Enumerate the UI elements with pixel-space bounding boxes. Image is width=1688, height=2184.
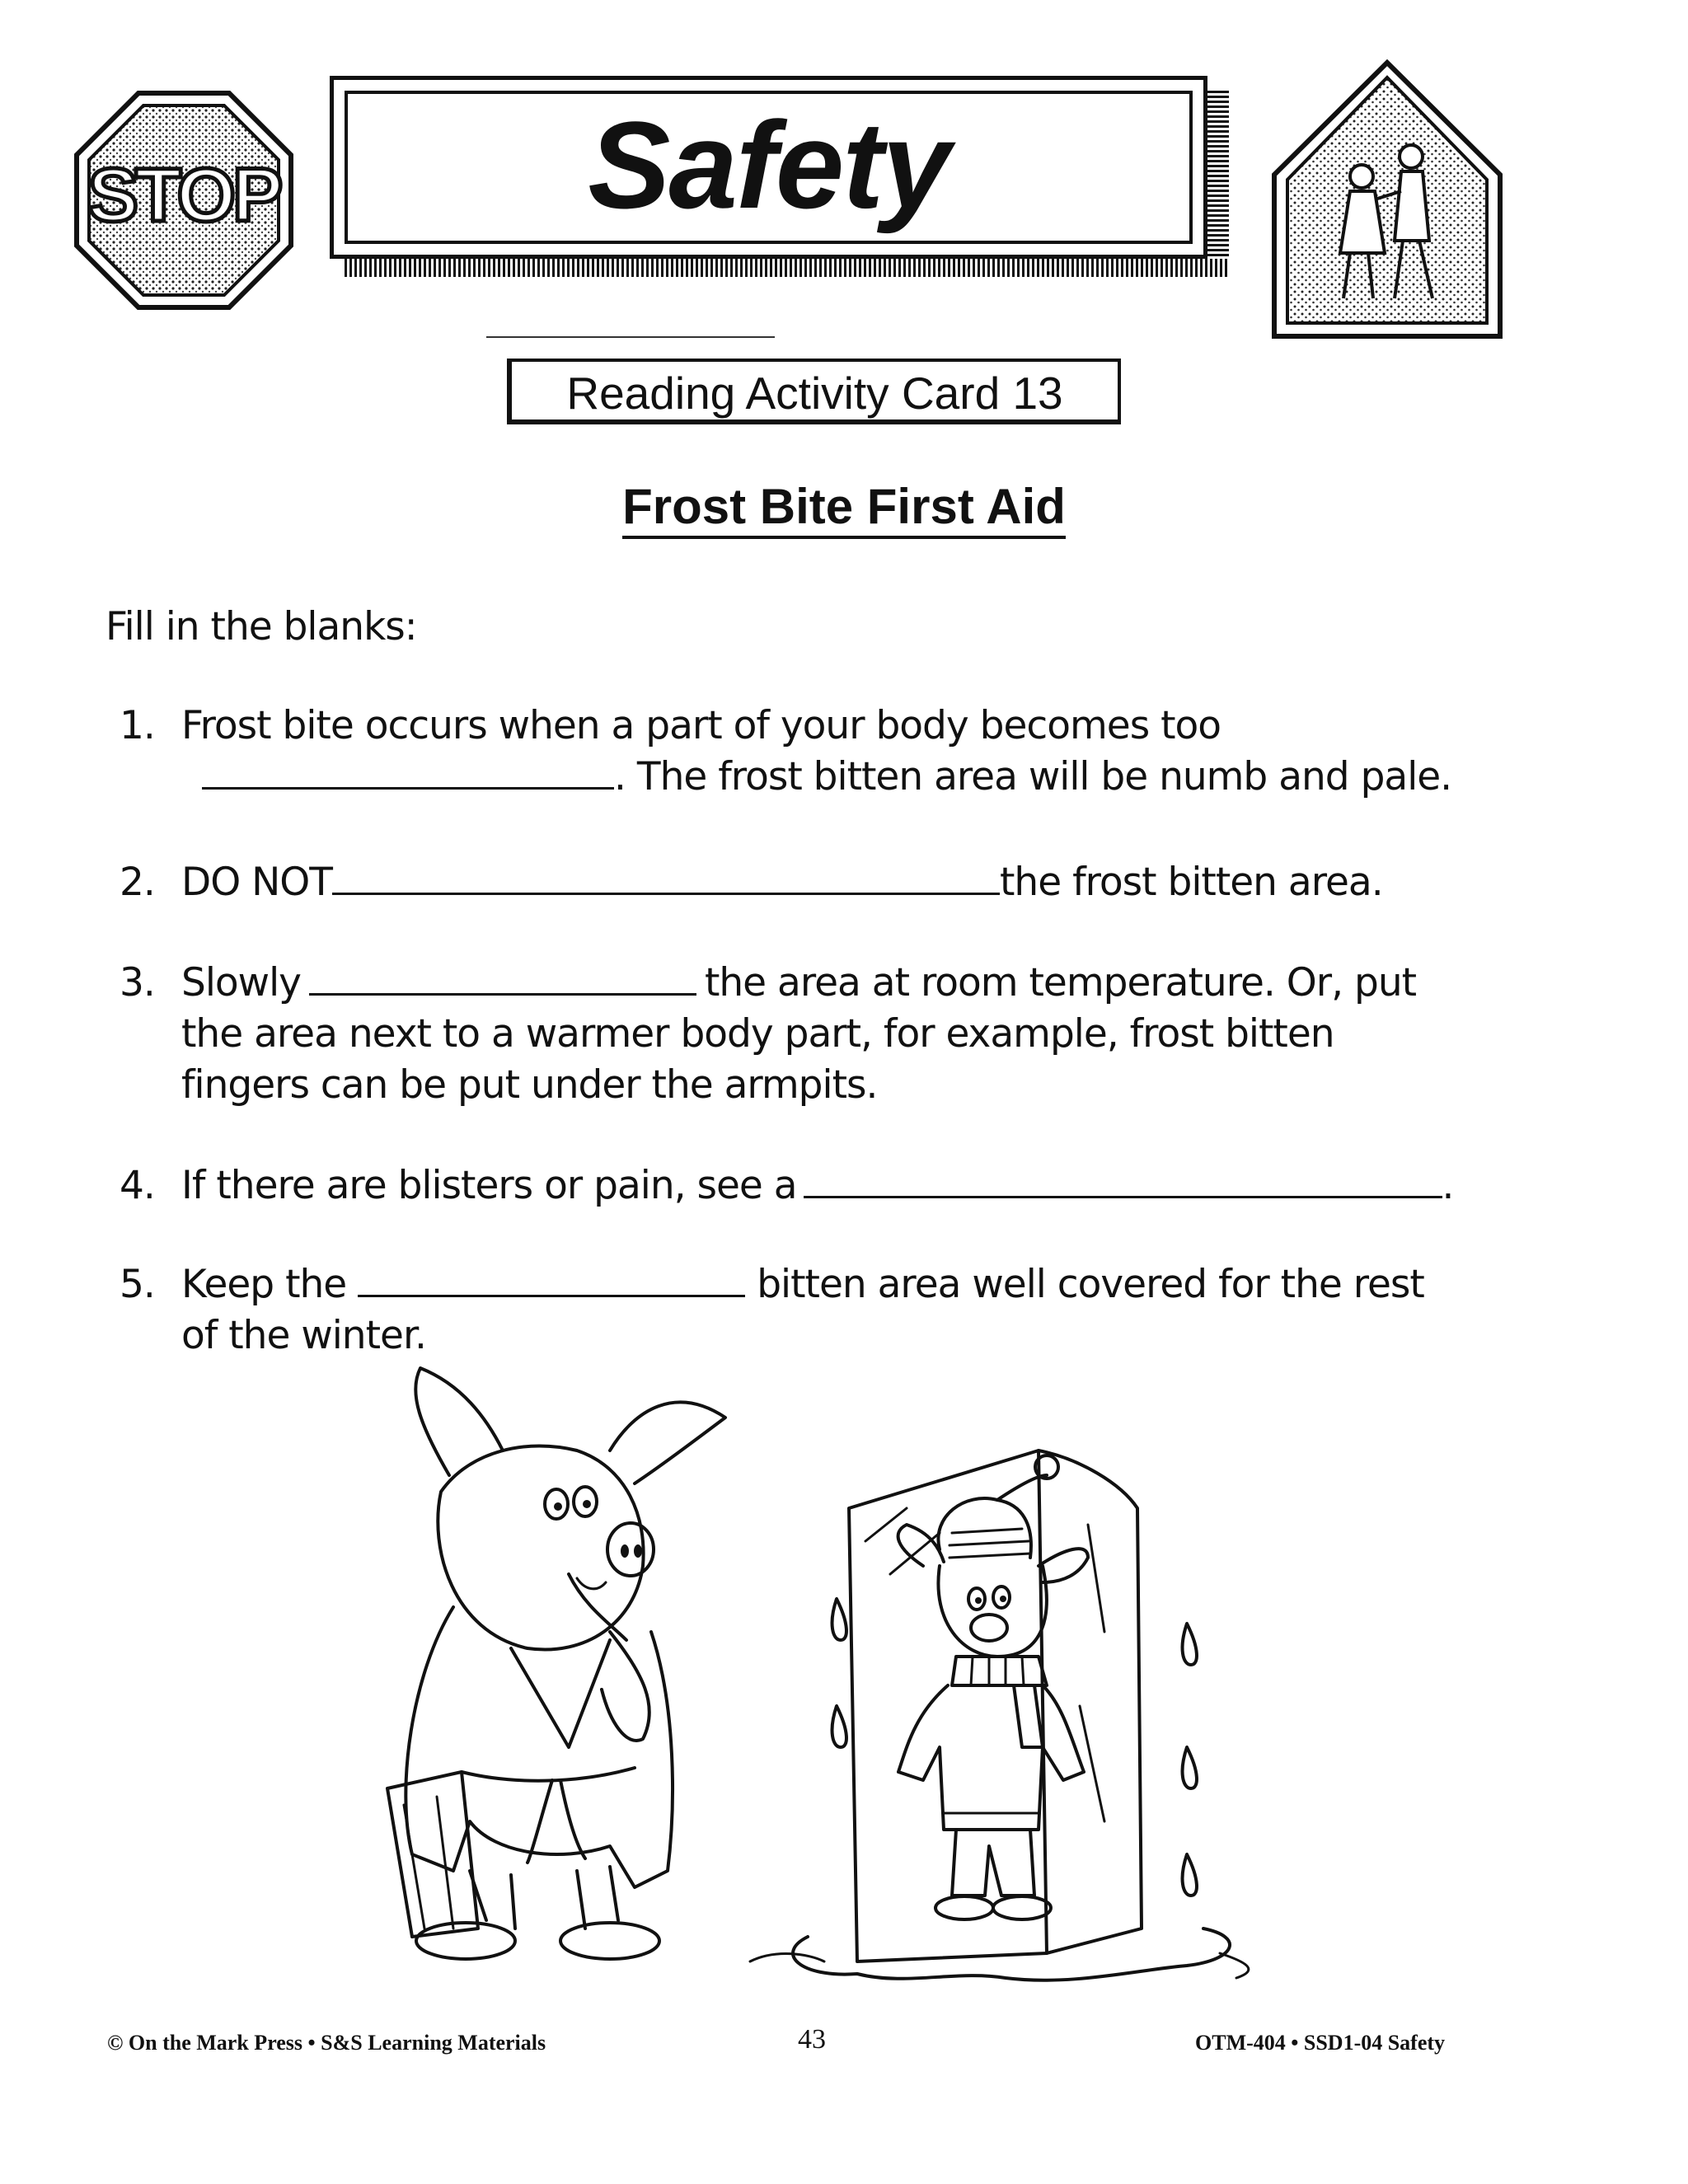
question-4: If there are blisters or pain, see a . [181, 1163, 1454, 1208]
question-1 [120, 701, 155, 752]
question-3-line-2: the area next to a warmer body part, for example, frost bitten [181, 1011, 1334, 1057]
divider [486, 336, 775, 338]
question-5-line-1: Keep the bitten area well covered for the rest [181, 1262, 1424, 1307]
question-5-line-2: of the winter. [181, 1313, 426, 1358]
illustration [363, 1360, 1434, 1986]
question-3-number: 3. [120, 960, 155, 1005]
answer-blank[interactable] [332, 860, 1000, 895]
question-2-number: 2. [120, 860, 155, 905]
question-3-line-3: fingers can be put under the armpits. [181, 1062, 878, 1108]
answer-blank[interactable] [309, 960, 696, 996]
question-1-line-1: Frost bite occurs when a part of your body becomes too [181, 703, 1221, 748]
page-title: Safety [588, 96, 950, 234]
card-label-box [507, 359, 1121, 424]
title-plaque [330, 76, 1232, 284]
card-label: Reading Activity Card 13 [566, 368, 1063, 419]
stop-sign-text: STOP [87, 153, 280, 237]
school-crossing-sign-icon [1271, 59, 1503, 340]
question-4-number: 4. [120, 1163, 155, 1208]
instructions: Fill in the blanks: [106, 604, 417, 649]
footer-series: OTM-404 • SSD1-04 Safety [1195, 2031, 1446, 2055]
subtitle [0, 478, 1688, 535]
footer-publisher: © On the Mark Press • S&S Learning Materials [107, 2031, 546, 2055]
question-3-line-1: Slowly the area at room temperature. Or, put [181, 960, 1417, 1005]
question-5-number: 5. [120, 1262, 155, 1307]
answer-blank[interactable] [202, 754, 614, 790]
question-1-line-2: . The frost bitten area will be numb and pale. [202, 752, 1451, 803]
stop-sign-icon [73, 89, 295, 312]
subtitle-text: Frost Bite First Aid [622, 479, 1066, 539]
answer-blank[interactable] [804, 1163, 1442, 1198]
pig-frozen-in-ice [750, 1451, 1249, 1980]
answer-blank[interactable] [358, 1262, 745, 1297]
pig-in-bathrobe [387, 1368, 725, 1959]
question-2: DO NOT the frost bitten area. [181, 860, 1383, 905]
page-number: 43 [798, 2024, 826, 2055]
question-number: 1. [120, 703, 155, 748]
